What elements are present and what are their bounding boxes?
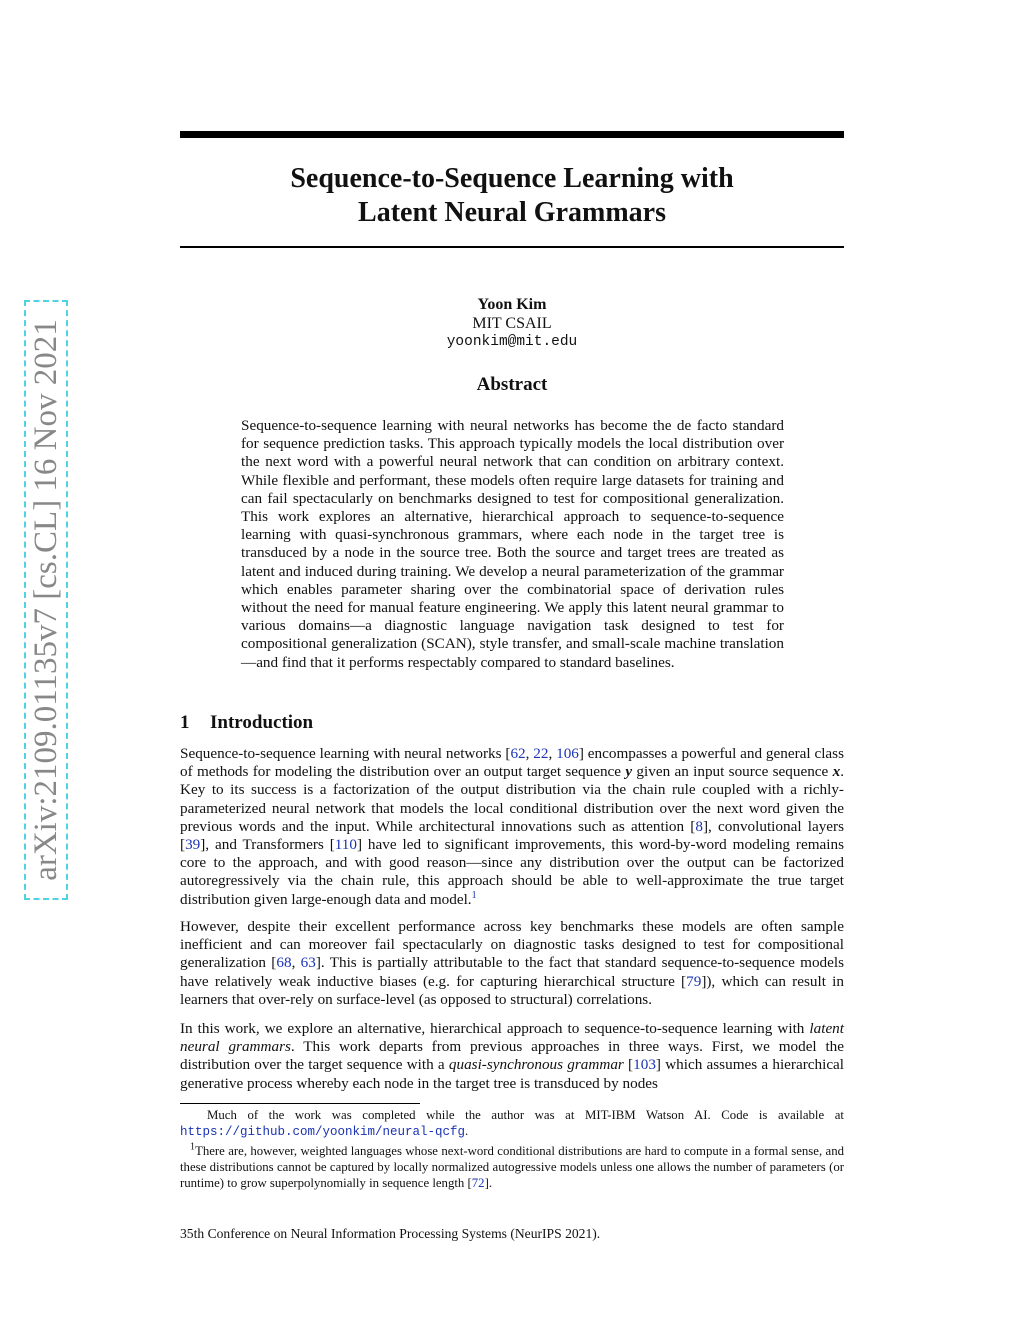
text-run: In this work, we explore an alternative, hierarchical approach to sequence-to-sequence learning with <box>180 1020 810 1037</box>
citation-link[interactable]: 72 <box>471 1176 485 1191</box>
footnote-rule <box>180 1103 420 1104</box>
citation-link[interactable]: 68 <box>276 954 292 972</box>
author-name: Yoon Kim <box>477 296 547 313</box>
citation-link[interactable]: 63 <box>300 954 316 972</box>
text-run: ]. <box>484 1176 493 1191</box>
text-run: ] which assumes a hierarchical generative process whereby each node in the target tree is transduced by nodes <box>180 1056 845 1092</box>
title-top-rule <box>180 131 844 138</box>
section-heading-introduction <box>180 712 313 734</box>
abstract-heading: Abstract <box>476 374 548 395</box>
text-run: ]. This is partially attributable to the fact that standard sequence-to-sequence models have relatively weak inductive biases (e.g. for capturing hierarchical structure [ <box>180 954 845 990</box>
footnotes <box>180 1107 844 1191</box>
text-run: . Key to its success is a factorization of the output distribution via the chain rule coupled with a richly-parameterized neural network that models the local conditional distribution over the next word given the previous words and the input. While architectural innovations such as attention [ <box>180 763 844 835</box>
math-x: x <box>832 763 841 781</box>
footnote-1 <box>180 1143 844 1192</box>
text-run: given an input source sequence <box>632 763 833 781</box>
citation-link[interactable]: 62 <box>510 745 526 762</box>
separator: , <box>525 745 534 762</box>
venue-footer: 35th Conference on Neural Information Processing Systems (NeurIPS 2021). <box>180 1226 601 1241</box>
text-run: ] have led to significant improvements, this word-by-word modeling remains core to the approach, and with good reason—since any distribution over the output can be factorized autoregressively via the chain rule, this approach should be able to well-approximate the true target distribution given large-enough data and model. <box>180 836 844 908</box>
author-block <box>180 295 844 352</box>
text-run: . This work departs from previous approaches in three ways. First, we model the distribution over the target sequence with a <box>180 1038 844 1074</box>
title-line-1: Sequence-to-Sequence Learning with <box>290 163 734 194</box>
title-line-2: Latent Neural Grammars <box>358 197 666 228</box>
footnote-marker[interactable]: 1 <box>471 889 477 901</box>
text-run: ], convolutional layers [ <box>180 817 844 854</box>
citation-link[interactable]: 79 <box>686 972 702 990</box>
author-affiliation: MIT CSAIL <box>472 315 552 332</box>
text-run: ]), which can result in learners that over-rely on surface-level (as opposed to structural) correlations. <box>180 972 844 1008</box>
code-url-link[interactable]: https://github.com/yoonkim/neural-qcfg <box>180 1125 466 1140</box>
section-title: Introduction <box>210 712 314 733</box>
separator: , <box>548 745 557 762</box>
text-run: [ <box>623 1056 634 1074</box>
intro-paragraph-1 <box>180 745 844 909</box>
text-run: . <box>465 1124 469 1139</box>
citation-link[interactable]: 8 <box>695 817 703 835</box>
footnote-author <box>180 1107 844 1141</box>
text-run: ] encompasses a powerful and general class of methods for modeling the distribution over an output target sequence <box>180 745 844 781</box>
text-run: Much of the work was completed while the author was at MIT-IBM Watson AI. Code is available at <box>207 1108 844 1122</box>
arxiv-identifier: arXiv:2109.01135v7 [cs.CL] 16 Nov 2021 <box>24 300 68 900</box>
citation-link[interactable]: 22 <box>533 745 549 762</box>
citation-link[interactable]: 39 <box>185 836 201 854</box>
text-run: ], and Transformers [ <box>200 836 335 854</box>
separator: , <box>291 954 301 972</box>
citation-link[interactable]: 106 <box>556 745 579 762</box>
text-run: Sequence-to-sequence learning with neural networks [ <box>180 745 511 762</box>
intro-paragraph-2 <box>180 918 844 1009</box>
abstract-text: Sequence-to-sequence learning with neural networks has become the de facto standard for sequence prediction tasks. This approach typically models the local distribution over the next word with a powerful neural network that can condition on arbitrary context. While flexible and performant, these models often require large datasets for training and can fail spectacularly on benchmarks designed to test for compositional generalization. This work explores an alternative, hierarchical approach to sequence-to-sequence learning with quasi-synchronous grammars, where each node in the target tree is transduced by a node in the source tree. Both the source and target trees are treated as latent and induced during training. We develop a neural parameterization of the grammar which enables parameter sharing over the combinatorial space of derivation rules without the need for manual feature engineering. We apply this latent neural grammar to various domains—a diagnostic language navigation task designed to test for compositional generalization (SCAN), style transfer, and small-scale machine translation—and find that it performs respectably compared to standard baselines. <box>241 417 784 671</box>
text-run: There are, however, weighted languages whose next-word conditional distributions are hard to compute in a formal sense, and these distributions cannot be captured by locally normalized autogressive models unless one allows the number of parameters (or runtime) to grow superpolynomially in sequence length [ <box>180 1143 844 1191</box>
text-run: However, despite their excellent performance across key benchmarks these models are often sample inefficient and can moreover fail spectacularly on diagnostic tasks designed to test for compositional generalization [ <box>180 918 844 972</box>
title-bottom-rule <box>180 246 844 248</box>
footnote-number: 1 <box>190 1141 195 1153</box>
citation-link[interactable]: 103 <box>633 1056 656 1074</box>
intro-paragraph-3 <box>180 1020 844 1093</box>
section-number: 1 <box>180 712 190 733</box>
author-email[interactable]: yoonkim@mit.edu <box>446 334 578 350</box>
paper-title <box>180 162 844 230</box>
math-y: y <box>625 763 633 781</box>
emphasis: latent neural grammars <box>180 1020 844 1056</box>
citation-link[interactable]: 110 <box>334 836 357 854</box>
emphasis: quasi-synchronous grammar <box>448 1056 624 1074</box>
